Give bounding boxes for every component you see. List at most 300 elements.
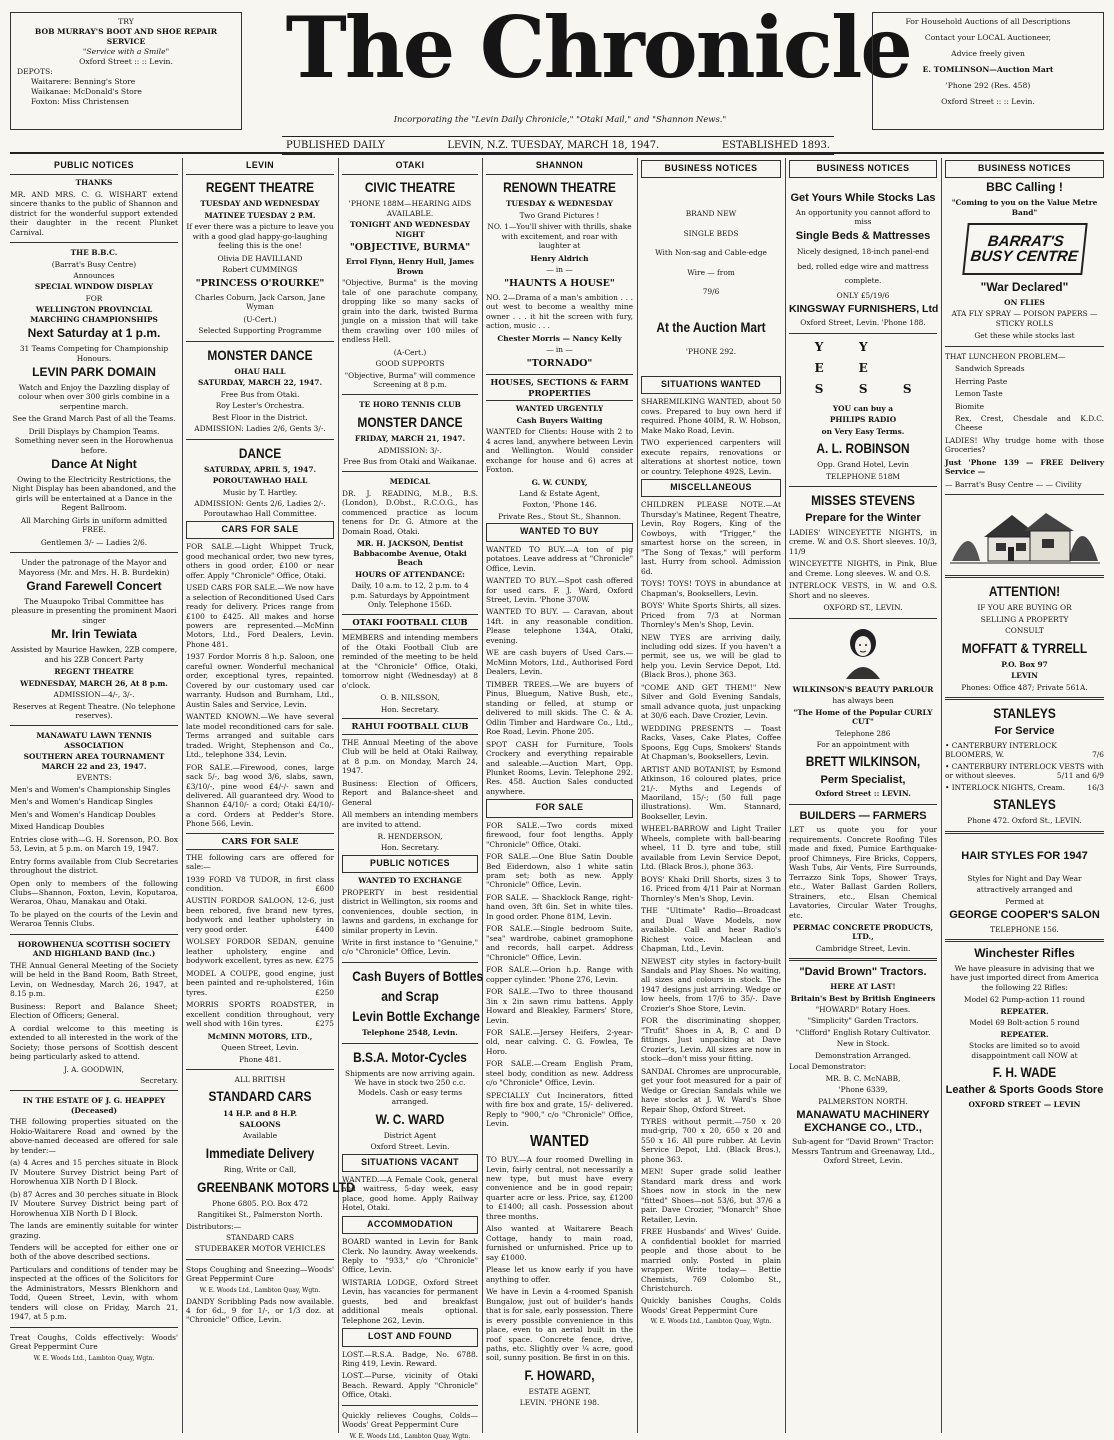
classified-ad: LOST.—Purse, vicinity of Otaki Beach. Reward. Apply "Chronicle" Office, Otaki. bbox=[342, 1371, 478, 1400]
stanleys-item bbox=[945, 762, 1104, 781]
ad-line: Gentlemen 3/- — Ladies 2/6. bbox=[40, 537, 148, 547]
ad-line: Phone 481. bbox=[238, 1054, 282, 1064]
spacer bbox=[641, 260, 781, 268]
divider bbox=[945, 575, 1104, 578]
ad-headline: LEVIN PARK DOMAIN bbox=[32, 365, 156, 380]
ad-line: BRAND NEW bbox=[685, 209, 737, 219]
ear-right-ad bbox=[872, 12, 1104, 130]
stanleys-item bbox=[945, 783, 1104, 792]
ad-text: — Barrat's Busy Centre — — Civility bbox=[945, 479, 1082, 489]
ad-line: ADMISSION—4/-, 3/-. bbox=[53, 690, 135, 700]
ad-line: CONSULT bbox=[1005, 626, 1044, 636]
ad-line: Free Bus from Otaki and Waikanae. bbox=[343, 456, 477, 466]
ad-text: TO BUY.—A four roomed Dwelling in Levin, fairly central, not necessarily a new type, but must have every convenience and be in good repair; quarter acre or less. Price, say, £1200 to £1400; all cash. Possession about three months. bbox=[486, 1155, 633, 1221]
ad-headline: ATTENTION! bbox=[988, 583, 1061, 600]
notice-text: Entry forms available from Club Secretaries throughout the district. bbox=[10, 856, 178, 876]
ad-title: SOUTHERN AREA TOURNAMENT MARCH 22 and 23, 1947. bbox=[23, 752, 165, 771]
section-header: SITUATIONS VACANT bbox=[342, 1154, 478, 1172]
ad-text: INTERLOCK VESTS, in W. and O.S. Short and no sleeves. bbox=[789, 581, 937, 600]
divider bbox=[789, 804, 937, 805]
classified-ad: SPECIALLY Cut Incinerators, fitted with fire box and grate, 15/- delivered. Reply to "900," c/o "Chronicle" Office, Levin. bbox=[486, 1090, 633, 1129]
ad-line: MATINEE TUESDAY 2 P.M. bbox=[204, 210, 316, 220]
ad-headline: Perm Specialist, bbox=[820, 773, 906, 786]
ad-line: HERE AT LAST! bbox=[830, 982, 896, 992]
ad-line: Opp. Grand Hotel, Levin bbox=[817, 460, 909, 470]
yes-letter: E bbox=[858, 361, 868, 376]
masthead-title: The Chronicle bbox=[285, 0, 911, 97]
classified-ad: FOR SALE. — Shacklock Range, right-hand oven, 3ft 6in. Set in white tiles. In good order. Phone 81M, Levin. bbox=[486, 892, 633, 921]
column-divider bbox=[482, 158, 483, 1433]
stanleys-list bbox=[945, 741, 1104, 792]
notice-text: PROPERTY in best residential district in Wellington, six rooms and conveniences, double section, in lawns and gardens, in exchange for similar property in Levin. bbox=[342, 887, 478, 935]
notice-text: Tenders will be accepted for either one or both of the above described sections. bbox=[10, 1243, 178, 1262]
classified-ad: SHAREMILKING WANTED, about 50 cows. Prepared to buy own herd if required. Phone 40IM, R. W. Hobson, Make Mako Road, Levin. bbox=[641, 397, 781, 435]
ad-line: Selected Supporting Programme bbox=[198, 326, 322, 336]
ear-left-motto: "Service with a Smile" bbox=[82, 47, 170, 57]
ad-headline: Grand Farewell Concert bbox=[26, 579, 162, 594]
ad-line: TELEPHONE 518M bbox=[826, 471, 900, 481]
classified-ad: ARTIST AND BOTANIST, by Esmond Atkinson, 16 coloured plates, price 21/-. Myths and Legends of Maoriland, 15/-; (50 full page illustrations). Wm. Stannard, Bookseller, Levin. bbox=[641, 764, 781, 821]
notice-text: MR. AND MRS. C. G. WISHART extend sincere thanks to the public of Shannon and district for the wonderful support extended their daughter in the recent Plunket Carnival. bbox=[10, 189, 178, 237]
ad-text: "Objective, Burma" will commence Screening at 8 p.m. bbox=[344, 370, 476, 389]
classified-ad: FOR SALE.—Two cords mixed firewood, four foot lengths. Apply "Chronicle" Office, Otaki. bbox=[486, 820, 633, 849]
yes-stack bbox=[815, 340, 824, 398]
divider bbox=[10, 934, 178, 935]
notice-text: MEMBERS and intending members of the Otaki Football Club are reminded of the meeting to be held at the "Chronicle" Office, Otaki, tomorrow night (Wednesday) at 8 o'clock. bbox=[342, 633, 478, 690]
ad-line: Available bbox=[242, 1131, 278, 1141]
ad-line: Model 62 Pump-action 11 round bbox=[964, 995, 1085, 1005]
ad-headline: Single Beds & Mattresses bbox=[795, 229, 931, 242]
yes-letter: S bbox=[814, 382, 824, 397]
notice-signature: O. B. NILSSON, bbox=[380, 693, 440, 703]
ear-left-name: BOB MURRAY'S BOOT AND SHOE REPAIR bbox=[34, 27, 218, 37]
spacer bbox=[641, 339, 781, 347]
section-header: BUSINESS NOTICES bbox=[945, 160, 1104, 178]
ad-line: PALMERSTON NORTH. bbox=[818, 1096, 908, 1106]
ad-line: "Clifford" English Rotary Cultivator. bbox=[795, 1027, 931, 1037]
filler-text: W. E. Woods Ltd., Lambton Quay, Wgtn. bbox=[199, 1286, 321, 1294]
ad-line: TELEPHONE 156. bbox=[990, 924, 1059, 934]
ad-line: Announces bbox=[73, 271, 115, 280]
car-item bbox=[186, 937, 334, 965]
ad-line: Styles for Night and Day Wear bbox=[967, 873, 1082, 883]
ad-headline: "HAUNTS A HOUSE" bbox=[504, 277, 615, 289]
classified-ad: TOYS! TOYS! TOYS in abundance at Chapman's, Booksellers, Levin. bbox=[641, 579, 781, 598]
car-name: 1939 FORD V8 TUDOR, in first class condition. bbox=[186, 874, 334, 893]
ad-text: Shipments are now arriving again. We have in stock two 250 c.c. Models. Cash or easy terms arranged. bbox=[345, 1068, 475, 1107]
notice-text: (a) 4 Acres and 15 perches situate in Block IV Moutere Survey District being Part of Horowhenua XIB North D I Block. bbox=[10, 1158, 178, 1187]
event-item: Men's and Women's Handicap Doubles bbox=[10, 809, 156, 819]
divider bbox=[789, 958, 937, 961]
column-otaki bbox=[342, 158, 484, 1440]
ad-text: Just 'Phone 139 — FREE Delivery Service — bbox=[945, 457, 1104, 477]
divider bbox=[186, 1259, 334, 1260]
classified-ad: TIMBER TREES.—We are buyers of Pinus, Bluegum, Native Bush, etc., standing or felled, at stump or delivered to mill skids. The C. & A. Odlin Timber and Hardware Co., Ltd., Roe Road, Levin. Phone 205. bbox=[486, 679, 633, 737]
ad-text: WINCEYETTE NIGHTS, in Pink, Blue and Creme. Long sleeves. W. and O.S. bbox=[789, 559, 937, 578]
classified-ad: FOR SALE.—Firewood, cones, large sack 5/-, bag wood 3/6, slabs, sawn, £3/10/-, pine wood £4/-/- sawn and delivered. All guaranteed dry. Wood to Shannon £4/10/- a cord; Otaki £4/10/- a cord. Orders at Pedder's Store. Phone 566, Levin. bbox=[186, 762, 334, 829]
classified-ad: BOYS' White Sports Shirts, all sizes. Priced from 7/3 at Norman Thornley's Men's Shop, Levin. bbox=[641, 601, 781, 630]
ad-line: WELLINGTON PROVINCIAL MARCHING CHAMPIONSHIPS bbox=[30, 305, 158, 324]
yes-stack bbox=[859, 340, 868, 398]
car-price: £600 bbox=[315, 884, 334, 893]
yes-letter: E bbox=[814, 361, 824, 376]
ad-line: ADMISSION: Ladies 2/6, Gents 3/-. bbox=[194, 424, 326, 434]
ad-text: "Objective, Burma" is the moving tale of one parachute company, dropping like so many sacks of grain into the dark, twisted Burma jungle on a mission that will take them crawling over 100 miles of endless Hell. bbox=[342, 278, 478, 345]
classified-ad: FOR SALE.—Orion h.p. Range with copper cylinder. 'Phone 276, Levin. bbox=[486, 965, 633, 984]
classified-ad: MEN! Super grade solid leather Standard mark dress and work Shoes now in stock in the new "fitted" Shoes—not 53/6, but 37/6 a pair. Dave Crozier, "Monarch" Shoe Retailer, Levin. bbox=[641, 1167, 781, 1224]
ad-line: SATURDAY, MARCH 22, 1947. bbox=[197, 378, 323, 388]
divider bbox=[10, 725, 178, 726]
ad-line: WEDNESDAY, MARCH 26, At 8 p.m. bbox=[20, 678, 168, 688]
spacer bbox=[641, 299, 781, 315]
column-business-notices-1 bbox=[641, 158, 781, 1433]
yes-letter: S bbox=[858, 382, 868, 397]
yes-letter: S bbox=[902, 382, 912, 397]
ad-headline: F. H. WADE bbox=[992, 1064, 1057, 1081]
grocery-item: Lemon Taste bbox=[955, 389, 1003, 399]
ad-line: TE HORO TENNIS CLUB bbox=[359, 400, 461, 410]
classified-ad: BOARD wanted in Levin for Bank Clerk. No laundry. Away weekends. Reply to "933," c/o "Chronicle" Office, Levin. bbox=[342, 1237, 478, 1275]
ad-line: Telephone 286 bbox=[835, 728, 891, 738]
divider bbox=[945, 494, 1104, 495]
ad-headline: MOFFATT & TYRRELL bbox=[961, 639, 1088, 656]
ear-left-ad bbox=[10, 12, 242, 130]
ad-text: We have in Levin a 4-roomed Spanish Bungalow, just out of builder's hands that is for sale, early possession. There is every possible convenience in this place, even to an aerial built in the roof space. Concrete fence, drive, paths, etc. Slightly over ¼ acre, good soil, sunny position. Be first in on this. bbox=[486, 1287, 633, 1363]
notice-text: Business: Election of Officers, Report and Balance-sheet and General bbox=[342, 778, 478, 807]
classified-ad: FOR SALE.—One Blue Satin Double Bed Eiderdown, also 1 white satin pram set; both as new. Apply "Chronicle" Office, Levin. bbox=[486, 852, 633, 890]
ad-line: P.O. Box 97 bbox=[1001, 659, 1048, 669]
masthead-subline: Incorporating the "Levin Daily Chronicle," "Otaki Mail," and "Shannon News." bbox=[393, 114, 727, 124]
ad-line: — in — bbox=[546, 265, 573, 275]
notice-text: To be played on the courts of the Levin and Weraroa Tennis Clubs. bbox=[10, 909, 178, 929]
ad-text: LADIES! Why trudge home with those Groceries? bbox=[945, 435, 1104, 455]
divider bbox=[186, 439, 334, 440]
ad-headline: "OBJECTIVE, BURMA" bbox=[349, 242, 471, 254]
ear-left-address: Oxford Street :: :: Levin. bbox=[79, 57, 173, 67]
ad-line: MR. B. C. McNABB, bbox=[825, 1073, 901, 1083]
ad-price: 79/6 bbox=[702, 287, 720, 297]
ad-line: Reserves at Regent Theatre. (No telephone reserves). bbox=[12, 701, 176, 720]
notice-text: Business: Report and Balance Sheet; Election of Officers; General. bbox=[10, 1001, 178, 1021]
ad-headline: KINGSWAY FURNISHERS, Ltd bbox=[789, 303, 939, 316]
section-header: BUSINESS NOTICES bbox=[641, 160, 781, 178]
section-header: SITUATIONS WANTED bbox=[641, 376, 781, 394]
classified-ad: NEW TYES are arriving daily, including odd sizes. If you haven't a permit, see us, we will be glad to help you. Levin Service Depot, Ltd. (Black Bros.), phone 363. bbox=[641, 632, 781, 680]
ad-line: TUESDAY & WEDNESDAY bbox=[506, 199, 613, 209]
ad-headline: "War Declared" bbox=[980, 279, 1069, 294]
car-item bbox=[186, 1000, 334, 1028]
ad-line: STANDARD CARS bbox=[225, 1233, 295, 1242]
classified-ad: WE are cash buyers of Used Cars.—McMinn Motors, Ltd., Authorised Ford Dealers, Levin. bbox=[486, 648, 633, 677]
classified-ad: USED CARS FOR SALE.—We now have a selection of Reconditioned Used Cars ready for delivery. Prices range from £100 to £425. All makes and horse powers are represented.—McMinn Motors, Ltd., Ford Dealers, Levin. Phone 481. bbox=[186, 583, 334, 649]
ad-line: District Agent bbox=[383, 1130, 437, 1140]
yes-yes-graphic bbox=[797, 340, 929, 398]
ad-line: Britain's Best by British Engineers bbox=[790, 993, 936, 1003]
divider bbox=[789, 618, 937, 619]
ad-line: Henry Aldrich bbox=[530, 253, 589, 263]
ad-line: attractively arranged and bbox=[976, 885, 1073, 895]
ad-headline: GREENBANK MOTORS LTD bbox=[197, 1178, 355, 1195]
ad-line: Land & Estate Agent, bbox=[519, 489, 600, 498]
section-header: OTAKI FOOTBALL CLUB bbox=[342, 614, 478, 631]
ad-text: We have pleasure in advising that we have just imported direct from America the following 22 Rifles: bbox=[950, 963, 1099, 992]
notice-title: HOURS OF ATTENDANCE: bbox=[355, 569, 465, 579]
house-illustration bbox=[950, 501, 1100, 569]
ad-text: ADMISSION: Gents 2/6, Ladies 2/-. Poroutawhao Hall Committee. bbox=[194, 499, 326, 518]
divider bbox=[342, 394, 478, 395]
ad-text: Nicely designed, 18-inch panel-end bed, rolled edge wire and mattress complete. bbox=[796, 247, 930, 285]
ad-line: G. W. CUNDY, bbox=[531, 477, 588, 487]
ad-headline: "TORNADO" bbox=[526, 357, 593, 369]
column-divider bbox=[338, 158, 339, 1433]
classified-ad: WANTED KNOWN.—We have several late model reconditioned cars for sale. Terms arranged and suitable cars traded. Wright, Stephenson and Co., Ltd., telephone 334, Levin. bbox=[186, 712, 334, 760]
classified-ad: SPOT CASH for Furniture, Tools Crockery and everything repairable and saleable.—Auction Mart, Opp. Plunket Rooms, Levin. Telephone 292. Res. 458. Auction Sales conducted anywhere. bbox=[486, 739, 633, 796]
ad-line: Two Grand Pictures ! bbox=[519, 210, 600, 220]
ad-line: OXFORD STREET — LEVIN bbox=[968, 1099, 1081, 1109]
ad-line: Get these while stocks last bbox=[974, 331, 1075, 341]
ad-line: Free Bus from Otaki. bbox=[220, 389, 300, 399]
ad-line: Phone 6805. P.O. Box 472 bbox=[212, 1198, 308, 1208]
ad-line: ALL BRITISH bbox=[234, 1074, 286, 1084]
section-header: BUSINESS NOTICES bbox=[789, 160, 937, 178]
divider bbox=[342, 1043, 478, 1044]
ad-headline: BRETT WILKINSON, bbox=[805, 753, 921, 770]
ad-line: TUESDAY AND WEDNESDAY bbox=[200, 199, 320, 209]
classified-ad: TWO experienced carpenters will execute repairs, renovations or alterations at shortest notice, town or country. Telephone 492S, Levin. bbox=[641, 438, 781, 476]
ad-headline: Dance At Night bbox=[51, 457, 137, 472]
ad-headline: "David Brown" Tractors. bbox=[799, 966, 927, 979]
ad-headline: MONSTER DANCE bbox=[207, 346, 313, 363]
car-item bbox=[186, 969, 334, 997]
ad-line: Robert CUMMINGS bbox=[222, 265, 298, 275]
section-header: PUBLIC NOTICES bbox=[10, 158, 178, 175]
yes-letter: Y bbox=[814, 339, 824, 354]
notice-text: THE following properties situated on the Hokio-Waitarere Road and owned by the above-named deceased are offered for sale by tender:— bbox=[10, 1117, 178, 1155]
item-price: 5/11 and 6/9 bbox=[1056, 771, 1104, 781]
section-header: PUBLIC NOTICES bbox=[342, 855, 478, 873]
classified-ad: WEDDING PRESENTS — Toast Racks, Vases, Cake Plates, Coffee Spoons, Egg Cups, Smokers' Stands At Chapman's, Booksellers, Levin. bbox=[641, 723, 781, 762]
ad-line: REPEATER. bbox=[1000, 1029, 1049, 1039]
car-name: AUSTIN FORDOR SALOON, 12-6, just been rebored, five brand new tyres, bodywork and leather upholstery in very good order. bbox=[186, 896, 334, 934]
notice-signature: J. A. GOODWIN, bbox=[64, 1064, 124, 1074]
ad-line: ON FLIES bbox=[1004, 297, 1045, 307]
spacer bbox=[945, 866, 1104, 874]
ad-line: "HOWARD" Rotary Hoes. bbox=[815, 1004, 911, 1014]
ad-text: All Marching Girls in uniform admitted FREE. bbox=[20, 515, 168, 535]
yes-letter: Y bbox=[858, 339, 868, 354]
classified-ad: WANTED TO BUY.—Spot cash offered for used cars. F. J. Ward, Oxford Street, Levin. 'Phone 370W. bbox=[486, 576, 633, 604]
ad-headline: "PRINCESS O'ROURKE" bbox=[195, 277, 325, 289]
ad-line: REPEATER. bbox=[1000, 1006, 1049, 1016]
section-header: WANTED TO BUY bbox=[486, 523, 633, 541]
ad-line: (A-Cert.) bbox=[393, 347, 427, 357]
notice-text: Write in first instance to "Genuine," c/o "Chronicle" Office, Levin. bbox=[342, 938, 478, 957]
ad-headline: HAIR STYLES FOR 1947 bbox=[961, 849, 1088, 862]
ad-line: "Simplicity" Garden Tractors. bbox=[807, 1016, 919, 1026]
ad-line: Cash Buyers Waiting bbox=[516, 415, 603, 425]
car-item bbox=[186, 875, 334, 894]
classified-ad: FOR SALE.—Two to three thousand 3in x 2in sawn rimu battens. Apply Howard and Bleakley, Farmers' Store, Levin. bbox=[486, 987, 633, 1025]
column-divider bbox=[941, 158, 942, 1433]
ad-line: Demonstration Arranged. bbox=[815, 1050, 911, 1060]
classified-ad: BOYS' Khaki Drill Shorts, sizes 3 to 16. Priced from 4/11 Pair at Norman Thornley's Men's Shop, Levin. bbox=[641, 874, 781, 903]
classified-ad: WHEEL-BARROW and Light Trailer Wheels, complete with ball-bearing wheel, 11 D. tyre and tube, still available from Levin Service Depot, Ltd. (Black Bros.), phone 363. bbox=[641, 824, 781, 872]
ad-headline: and Scrap bbox=[381, 988, 439, 1005]
ad-headline: Immediate Delivery bbox=[205, 1144, 315, 1161]
ad-line: SATURDAY, APRIL 5, 1947. bbox=[203, 464, 317, 474]
ad-line: Model 69 Bolt-action 5 round bbox=[969, 1018, 1080, 1028]
ad-line: PERMAC CONCRETE PRODUCTS, LTD., bbox=[792, 923, 934, 942]
ad-headline: Next Saturday at 1 p.m. bbox=[27, 326, 161, 341]
car-name: MODEL A COUPE, good engine, just been painted and re-upholstered, 16in tyres. bbox=[186, 968, 334, 997]
ad-headline: RENOWN THEATRE bbox=[503, 179, 616, 196]
section-header: ACCOMMODATION bbox=[342, 1216, 478, 1234]
notice-signature: Hon. Secretary. bbox=[380, 843, 440, 853]
divider bbox=[10, 1327, 178, 1328]
ad-text: Charles Coburn, Jack Carson, Jane Wyman bbox=[195, 292, 325, 312]
ad-line: 31 Teams Competing for Championship Honours. bbox=[19, 344, 169, 363]
ad-text: If ever there was a picture to leave you with a good glad happy-go-laughing feeling this is the one! bbox=[186, 222, 334, 251]
ad-line: 'PHONE 292. bbox=[685, 346, 737, 356]
classified-ad: LOST.—R.S.A. Badge, No. 6788. Ring 419, Levin. Reward. bbox=[342, 1349, 478, 1368]
car-list bbox=[186, 875, 334, 1029]
grocery-item: Herring Paste bbox=[955, 376, 1008, 386]
ad-line: Best Floor in the District. bbox=[212, 412, 308, 422]
ad-text: THAT LUNCHEON PROBLEM— bbox=[945, 351, 1066, 361]
ad-line: Wire — from bbox=[687, 267, 735, 277]
ad-headline: Cash Buyers of Bottles bbox=[352, 967, 484, 984]
ad-line: POROUTAWHAO HALL bbox=[212, 476, 308, 486]
filler-text: DANDY Scribbling Pads now available. 4 for 6d., 9 for 1/-, or 1/3 doz. at "Chronicle" Office, Levin. bbox=[186, 1296, 334, 1325]
ad-line: (U-Cert.) bbox=[243, 314, 277, 324]
section-header: FOR SALE bbox=[486, 799, 633, 817]
divider bbox=[342, 962, 478, 963]
item-price: 16/3 bbox=[1087, 782, 1104, 792]
ad-line: Phones: Office 487; Private 561A. bbox=[961, 682, 1088, 692]
ad-line: Errol Flynn, Henry Hull, James Brown bbox=[346, 257, 474, 276]
car-price: £250 bbox=[315, 987, 334, 997]
notice-text: THE Annual Meeting of the above Club will be held at Otaki Railway, at 8 p.m. on Monday, March 24, 1947. bbox=[342, 737, 478, 776]
divider bbox=[789, 486, 937, 487]
classified-ad: WANTED TO BUY. — Caravan, about 14ft. in any reasonable condition. Please telephone 134A, Otaki, evening. bbox=[486, 607, 633, 645]
ad-line: ESTATE AGENT, bbox=[528, 1387, 591, 1397]
ad-line: Distributors:— bbox=[186, 1221, 242, 1231]
ad-text: The Muaupoko Tribal Committee has pleasure in presenting the prominent Maori singer bbox=[11, 596, 177, 625]
notice-text: Particulars and conditions of tender may be inspected at the offices of the Solicitors for the Administrators, Messrs Blenkhorn and Todd, Queen Street, Levin, with whom tenders will close on Friday, March 21, 1947, at 5 p.m. bbox=[10, 1264, 178, 1322]
spacer bbox=[945, 839, 1104, 847]
ad-text: Owing to the Electricity Restrictions, the Night Display has been abandoned, and the girls will be entertained at a Dance in the Regent Ballroom. bbox=[11, 474, 177, 513]
ad-text: Under the patronage of the Mayor and Mayoress (Mr. and Mrs. H. B. Burdekin) bbox=[18, 558, 170, 577]
ad-line: 'Phone 6339, bbox=[838, 1085, 888, 1095]
section-header: OTAKI bbox=[342, 158, 478, 175]
ad-headline: For Service bbox=[994, 725, 1055, 738]
item-price: 7/6 bbox=[1092, 750, 1104, 760]
section-header: LOST AND FOUND bbox=[342, 1328, 478, 1346]
classified-ad: TYRES without permit.—750 x 20 mud-grip, 700 x 20, 650 x 20 and 550 x 16. All pure rubber. At Levin Service Depot, Ltd. (Black Bros.), phone 363. bbox=[641, 1117, 781, 1164]
classified-ad: WANTED.—A Female Cook, general and waitress, 5-day week, easy place, good home. Apply Railway Hotel, Otaki. bbox=[342, 1174, 478, 1213]
grocery-item: Biomite bbox=[955, 401, 984, 411]
ad-headline: STANLEYS bbox=[993, 705, 1056, 722]
item-name: CANTERBURY INTERLOCK BLOOMERS, W. bbox=[945, 741, 1057, 760]
ad-headline: MISSES STEVENS bbox=[811, 492, 915, 509]
notice-title: THANKS bbox=[75, 178, 113, 188]
notice-title: MR. H. JACKSON, Dentist Babbacombe Avenue, Otaki Beach bbox=[353, 539, 467, 568]
classified-ad: FOR SALE.—Single bedroom Suite, "sea" wardrobe, cabinet gramophone and records, hall carpet. Address "Chronicle" Office, Levin. bbox=[486, 924, 633, 962]
ad-line: "The Home of the Popular CURLY CUT" bbox=[793, 707, 933, 727]
ad-line: Private Res., Stout St., Shannon. bbox=[498, 511, 621, 521]
ad-line: New in Stock. bbox=[836, 1039, 890, 1049]
section-header: CARS FOR SALE bbox=[186, 521, 334, 539]
classified-ad: WISTARIA LODGE, Oxford Street Levin, has vacancies for permanent guests, bed and breakfast additional meals optional. Telephone 262, Levin. bbox=[342, 1277, 478, 1325]
ear-left-try: TRY bbox=[118, 17, 134, 26]
ad-headline: Winchester Rifles bbox=[974, 946, 1075, 961]
filler-text: W. E. Woods Ltd., Lambton Quay, Wgtn. bbox=[650, 1318, 772, 1326]
notice-title: MEDICAL bbox=[389, 477, 431, 487]
notice-title: WANTED TO EXCHANGE bbox=[358, 876, 462, 886]
grocery-item: Sandwich Spreads bbox=[955, 364, 1025, 374]
ad-line: Cambridge Street, Levin. bbox=[815, 943, 911, 953]
ad-line: YOU can buy a bbox=[832, 403, 894, 413]
ad-line: LEVIN. 'PHONE 198. bbox=[519, 1398, 600, 1408]
car-name: WOLSEY FORDOR SEDAN, genuine leather upholstery, engine and bodywork excellent, tyres as new. bbox=[186, 937, 334, 966]
section-header: LEVIN bbox=[186, 158, 334, 175]
ad-line: Roy Lester's Orchestra. bbox=[215, 401, 305, 411]
classified-ad: FREE Husbands' and Wives' Guide. A confidential booklet for married people and those about to be married only. Posted in plain wrapper. Write today— Bettie Chemists, 769 Colombo St., Christchurch. bbox=[641, 1227, 781, 1293]
ad-line: IF YOU ARE BUYING OR bbox=[977, 603, 1072, 613]
notice-text: Entries close with—G. H. Sorenson, P.O. Box 53, Levin, at 5 p.m. on March 19, 1947. bbox=[10, 834, 178, 854]
section-header: CARS FOR SALE bbox=[186, 833, 334, 850]
ad-title: WILKINSON'S BEAUTY PARLOUR bbox=[792, 684, 934, 694]
column-business-notices-3 bbox=[945, 158, 1104, 1433]
ear-left-depot: Waitarere: Benning's Store bbox=[31, 77, 136, 87]
ad-line: FRIDAY, MARCH 21, 1947. bbox=[354, 434, 466, 444]
section-header: SHANNON bbox=[486, 158, 633, 175]
column-business-notices-2 bbox=[789, 158, 937, 1433]
ad-headline: CIVIC THEATRE bbox=[364, 179, 456, 196]
column-public-notices bbox=[10, 158, 178, 1433]
ad-line: EVENTS: bbox=[76, 773, 112, 783]
ad-line: Ring, Write or Call, bbox=[223, 1165, 297, 1175]
notice-text: Daily, 10 a.m. to 12, 2 p.m. to 4 p.m. Saturdays by Appointment Only. Telephone 156D. bbox=[350, 581, 470, 610]
event-item: Men's and Women's Championship Singles bbox=[10, 784, 171, 794]
ad-line: Music by T. Hartley. bbox=[222, 487, 298, 497]
ad-line: Permed at bbox=[1005, 896, 1044, 906]
ad-line: SPECIAL WINDOW DISPLAY bbox=[34, 282, 154, 292]
event-item: Men's and Women's Handicap Singles bbox=[10, 797, 153, 807]
ad-text: Please let us know early if you have anything to offer. bbox=[486, 1265, 633, 1284]
spacer bbox=[641, 181, 781, 209]
ear-right-line: Contact your LOCAL Auctioneer, bbox=[924, 33, 1052, 43]
ad-line: PHILIPS RADIO bbox=[829, 415, 897, 425]
ad-text: ATA FLY SPRAY — POISON PAPERS — STICKY ROLLS bbox=[951, 309, 1098, 328]
classified-ad: FOR SALE.—Jersey Heifers, 2-year-old, near calving. C. G. Fowlea, Te Horo. bbox=[486, 1028, 633, 1056]
ad-text: Stocks are limited so to avoid disappointment call NOW at bbox=[969, 1041, 1080, 1060]
classified-ad: SANDAL Chromes are unprocurable, get your foot measured for a pair of Wedge or Grecian Sandals while we have stocks at J. W. Ward's Shoe Repair Shop, Oxford Street. bbox=[641, 1066, 781, 1114]
ad-line: Olivia DE HAVILLAND bbox=[217, 253, 303, 263]
ad-line: McMINN MOTORS, LTD., bbox=[207, 1031, 313, 1041]
ad-line: SINGLE BEDS bbox=[683, 228, 739, 238]
divider bbox=[186, 1069, 334, 1070]
column-divider bbox=[182, 158, 183, 1433]
ad-title: MANAWATU LAWN TENNIS ASSOCIATION bbox=[36, 731, 152, 750]
ad-line: Queen Street, Levin. bbox=[221, 1043, 299, 1053]
filler-text: W. E. Woods Ltd., Lambton Quay, Wgtn. bbox=[33, 1354, 155, 1362]
ad-headline: Leather & Sports Goods Store bbox=[945, 1084, 1104, 1097]
classified-ad: FOR SALE.—Cream English Pram, steel body, condition as new. Address c/o "Chronicle" Office, Levin. bbox=[486, 1059, 633, 1088]
filler-text: W. E. Woods Ltd., Lambton Quay, Wgtn. bbox=[349, 1432, 471, 1440]
spacer bbox=[641, 279, 781, 287]
notice-title: IN THE ESTATE OF J. G. HEAPPEY (Deceased) bbox=[22, 1096, 166, 1115]
